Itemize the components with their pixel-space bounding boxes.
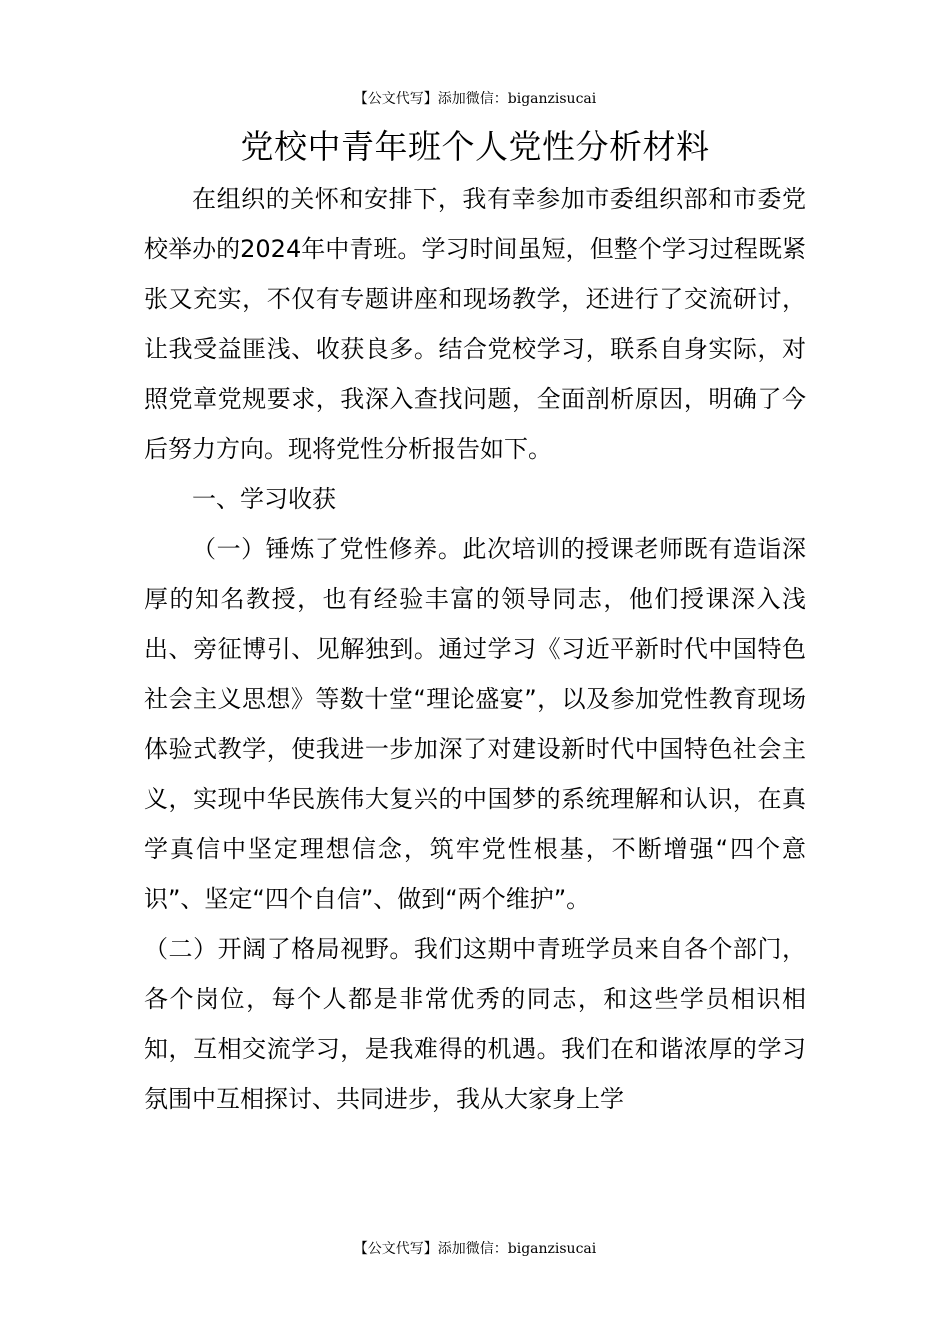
- intro-paragraph: 在组织的关怀和安排下，我有幸参加市委组织部和市委党校举办的2024年中青班。学习时间虽短，但整个学习过程既紧张又充实，不仅有专题讲座和现场教学，还进行了交流研讨，让我受益匪浅、收获良多。结合党校学习，联系自身实际，对照党章党规要求，我深入查找问题，全面剖析原因，明确了今后努力方向。现将党性分析报告如下。: [144, 185, 806, 463]
- document-body: [144, 174, 806, 1124]
- subsection-paragraph: （一）锤炼了党性修养。此次培训的授课老师既有造诣深厚的知名教授，也有经验丰富的领导同志，他们授课深入浅出、旁征博引、见解独到。通过学习《习近平新时代中国特色社会主义思想》等数十堂“理论盛宴”，以及参加党性教育现场体验式教学，使我进一步加深了对建设新时代中国特色社会主义，实现中华民族伟大复兴的中国梦的系统理解和认识，在真学真信中坚定理想信念，筑牢党性根基，不断增强“四个意识”、坚定“四个自信”、做到“两个维护”。: [144, 535, 806, 913]
- document-title: 党校中青年班个人党性分析材料: [240, 127, 710, 166]
- subsection-paragraph: （二）开阔了格局视野。我们这期中青班学员来自各个部门，各个岗位，每个人都是非常优秀的同志，和这些学员相识相知，互相交流学习，是我难得的机遇。我们在和谐浓厚的学习氛围中互相探讨、共同进步，我从大家身上学: [144, 935, 806, 1113]
- footer-note: 【公文代写】添加微信：biganzisucai: [353, 1241, 597, 1257]
- header-note: 【公文代写】添加微信：biganzisucai: [353, 91, 597, 107]
- section-heading: 一、学习收获: [192, 485, 336, 513]
